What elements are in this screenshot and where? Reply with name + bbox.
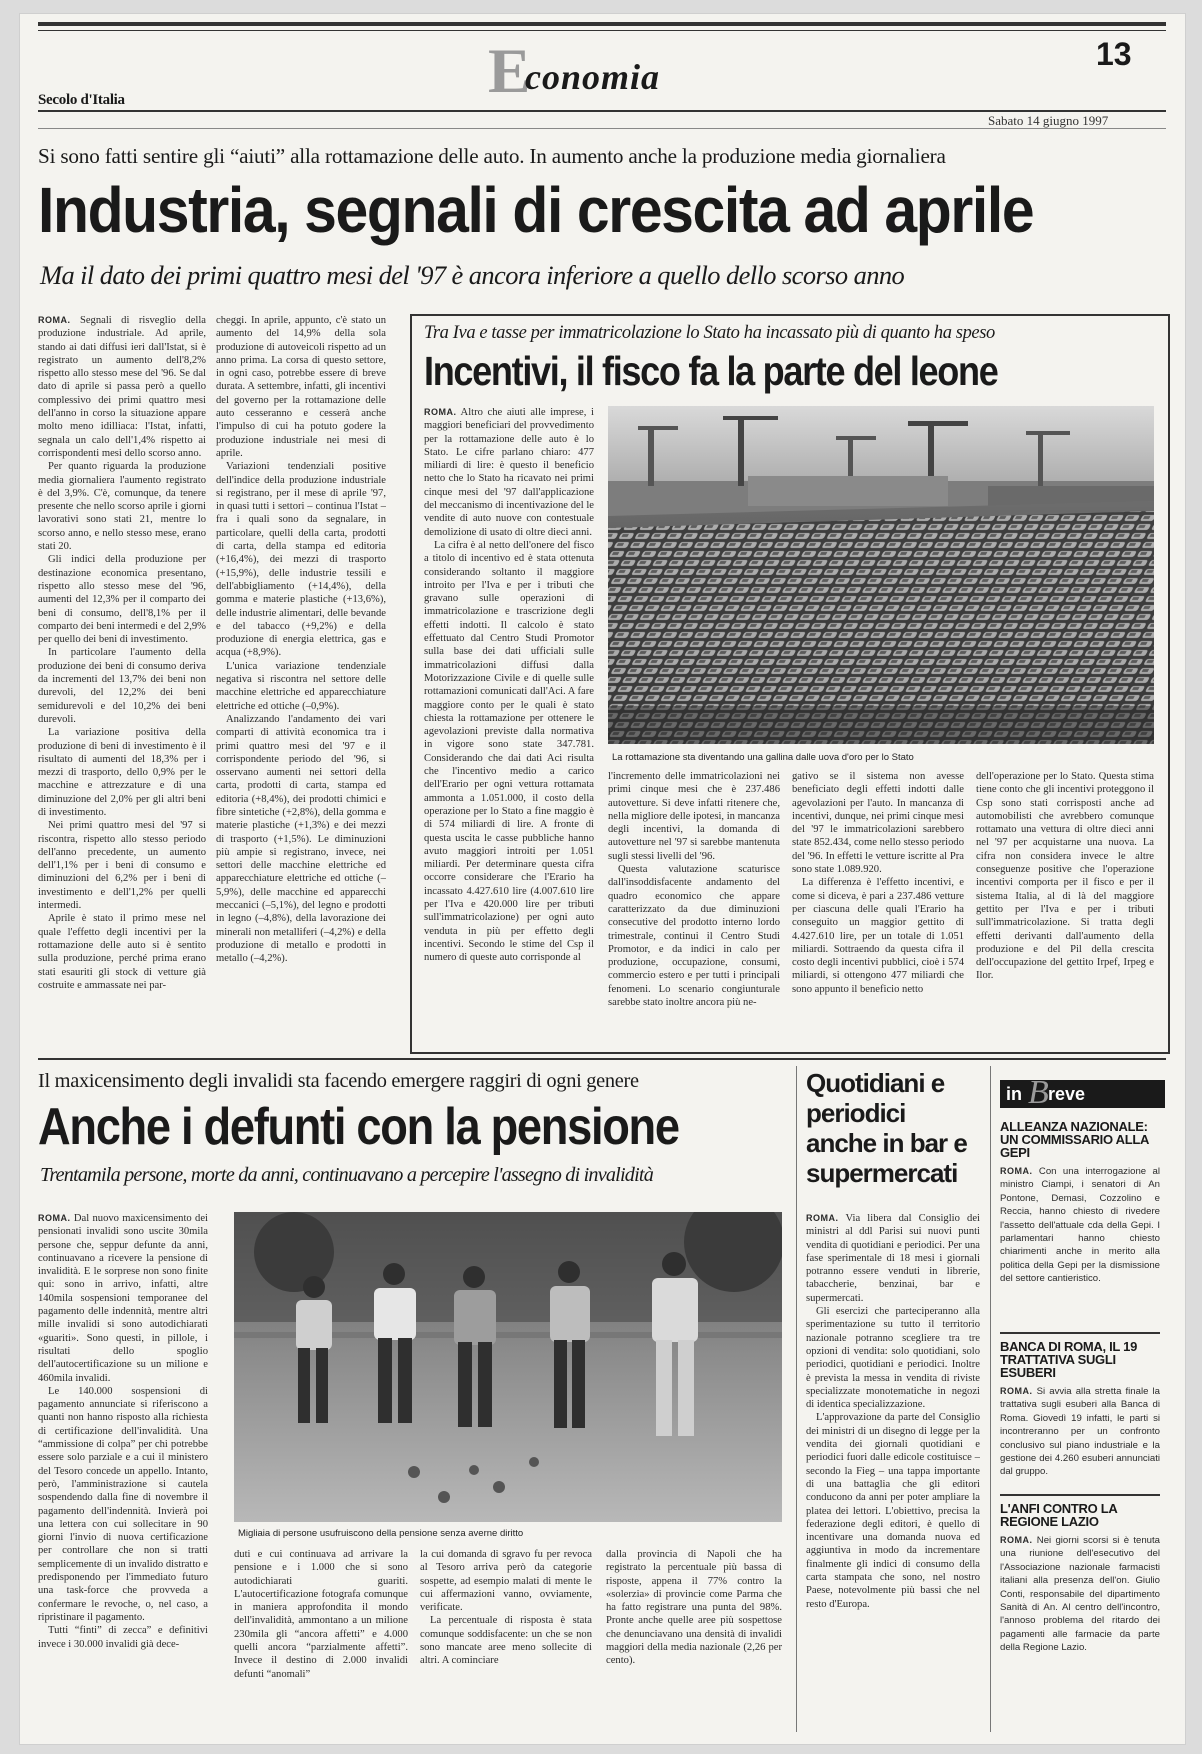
- lead-paragraph: Per quanto riguarda la produzione media giornaliera l'aumento registrato è del 3,9%. C'è, comunque, da tenere presente che nello scorso aprile i giorni lavorativi sono stati 21, mentre lo scorso anno, e nello stesso mese, erano stati 20.: [38, 461, 206, 553]
- brief-body: [1000, 1534, 1160, 1655]
- defunti-paragraph: Dal nuovo maxicensimento dei pensionati invalidi sono uscite 30mila persone che, seppur defunte da anni, continuavano a ricevere la pensione di invalidità. E le sorprese non sono finite qui: sono in arrivo, infatti, altre 140mila sospensioni temporanee del pagamento delle indennità, mentre altri mille invalidi si sono autodichiarati «guariti». Sono questi, in pillole, i risultati dello spoglio dell'autocertificazione su un milione e 460mila invalidi.: [38, 1213, 208, 1384]
- quotidiani-paragraph: Gli esercizi che parteciperanno alla sperimentazione su tutto il territorio nazionale potranno scegliere tra tre opzioni di vendita: solo quotidiani, solo periodici, quotidiani e periodici. Inoltre è prevista la messa in vendita di riviste specializzate monotematiche in negozi di identica specializzazione.: [806, 1306, 980, 1411]
- lead-paragraph: Segnali di risveglio della produzione industriale. Ad aprile, stando ai dati diffusi ieri dall'Istat, si è registrato un aumento dell'8,2% rispetto allo stesso mese del '96. Se dal dato di aprile si passa però a quello complessivo dei primi quattro mesi dell'anno in corso la situazione appare molto meno idilliaca: l'Istat, infatti, segnala un calo dell'1,4% rispetto ai corrispondenti mesi dello scorso anno.: [38, 315, 206, 459]
- incentivi-paragraph: dell'operazione per lo Stato. Questa stima tiene conto che gli incentivi proteggono il Csp sono stati corrisposti anche ad automobilisti che avrebbero comunque rottamato una vettura di oltre dieci anni nel '97 per acquistarne una nuova. La cifra non considera invece le altre conseguenze positive che l'operazione incentivi comporta per il fisco e per il sistema Italia, al di là del maggiore gettito per l'Iva e per i tributi sull'immatricolazione. Si tratta degli effetti derivanti dall'aumento della produzione e del Pil della crescita dell'occupazione del gettito Irpef, Irpeg e Ilor.: [976, 771, 1154, 982]
- defunti-dateline: ROMA.: [38, 1213, 71, 1223]
- incentivi-paragraph: l'incremento delle immatricolazioni nei primi cinque mesi che è 237.486 autovetture. Si deve infatti ritenere che, nella migliore delle ipotesi, in mancanza degli incentivi, la domanda di autovetture nel '97 si sarebbe mantenuta sugli stessi livelli del '96.: [608, 771, 780, 862]
- page-number: 13: [1096, 36, 1132, 72]
- brief-title: BANCA DI ROMA, IL 19 TRATTATIVA SUGLI ESUBERI: [1000, 1339, 1138, 1380]
- date-rule: [38, 128, 1166, 129]
- incentivi-column-3: [792, 770, 964, 1046]
- brief-body: [1000, 1385, 1160, 1479]
- column-rule: [796, 1066, 797, 1732]
- paper-name: Secolo d'Italia: [38, 92, 125, 108]
- lead-paragraph: In particolare l'aumento della produzione dei beni di consumo deriva da incrementi del 13,7% dei beni non durevoli, del 12,2% dei beni semidurevoli e del 10,2% dei beni durevoli.: [38, 647, 206, 725]
- lead-kicker: Si sono fatti sentire gli “aiuti” alla rottamazione delle auto. In aumento anche la produzione media giornaliera: [38, 144, 946, 168]
- lead-paragraph: Variazioni tendenziali positive dell'indice della produzione industriale si registrano, per il mese di aprile '97, in quasi tutti i settori – continua l'Istat – fra i quali sono da segnalare, in particolare, quelli della carta, prodotti di carta, della stampa ed editoria (+16,4%), dei mezzi di trasporto (+15,9%), delle industrie tessili e dell'abbigliamento (+14,4%), della gomma e materie plastiche (+13,6%), delle industrie alimentari, delle bevande e del tabacco (+9,2%) e della produzione di energia elettrica, gas e acqua (+8,9%).: [216, 461, 386, 659]
- brief-title: L'ANFI CONTRO LA REGIONE LAZIO: [1000, 1501, 1117, 1529]
- lead-headline: Industria, segnali di crescita ad aprile: [38, 174, 1034, 246]
- defunti-subhead: Trentamila persone, morte da anni, continuavano a percepire l'assegno di invalidità: [40, 1164, 654, 1186]
- lead-dateline: ROMA.: [38, 315, 71, 325]
- brief-item: [1000, 1340, 1160, 1479]
- masthead-rule: [38, 110, 1166, 112]
- quotidiani-dateline: ROMA.: [806, 1213, 839, 1223]
- section-divider: [38, 1058, 1166, 1060]
- brief-dateline: ROMA.: [1000, 1166, 1033, 1176]
- quotidiani-headline: Quotidiani e periodici anche in bar e supermercati: [806, 1068, 967, 1188]
- defunti-headline: Anche i defunti con la pensione: [38, 1098, 679, 1156]
- incentivi-paragraph: Questa valutazione scaturisce dall'insoddisfacente andamento del quadro economico che appare caratterizzato da due diminuzioni consecutive del prodotto interno lordo trimestrale, continui il Centro Studi Promotor, e da indici in calo per produzione, occupazione, consumi, commercio estero e per tutti i principali fenomeni. Lo scenario congiunturale sarebbe stato inoltre ancora più ne-: [608, 864, 780, 1009]
- car-lot-photo: [608, 406, 1154, 744]
- lead-paragraph: cheggi. In aprile, appunto, c'è stato un aumento del 14,9% della sola produzione di autoveicoli rispetto ad un anno prima. La corsa di questo settore, in ogni caso, potrebbe essere di breve durata. A settembre, infatti, gli incentivi del governo per la rottamazione delle auto cesseranno e cesserà anche l'impulso di cui ha potuto godere la produzione industriale nei mesi di aprile.: [216, 315, 386, 459]
- incentivi-paragraph: gativo se il sistema non avesse beneficiato degli effetti indotti dalle agevolazioni per l'auto. In mancanza di incentivi, dunque, nei primi cinque mesi del '97 le immatricolazioni sarebbero state 852.434, come nello stesso periodo del '96. In effetti le vetture iscritte al Pra sono state 1.089.920.: [792, 771, 964, 876]
- quotidiani-paragraph: Via libera dal Consiglio dei ministri al ddl Parisi sui nuovi punti vendita di quotidiani e periodici. Per una fase sperimentale di 18 mesi i giornali potranno essere venduti in librerie, tabaccherie, benzinai, bar e supermercati.: [806, 1213, 980, 1304]
- lead-column-2: [216, 314, 386, 1042]
- defunti-paragraph: dalla provincia di Napoli che ha registrato la percentuale più bassa di risposte, appena il 77% contro la «solerzia» di provincie come Parma che ha fatto registrare una punta del 98%. Pronte anche quelle aree più sospettose che denunciavano una densità di invalidi maggiori della media nazionale (2,26 per cento).: [606, 1549, 782, 1667]
- brief-dateline: ROMA.: [1000, 1386, 1033, 1396]
- issue-date: Sabato 14 giugno 1997: [988, 113, 1109, 128]
- brief-item: [1000, 1120, 1160, 1286]
- car-lot-illustration: [608, 406, 1154, 744]
- defunti-paragraph: Le 140.000 sospensioni di pagamento annunciate si riferiscono a quanti non hanno risposto alla richiesta di certificazione dell'invalidità. Una “ammissione di colpa” per chi potrebbe essere solo parziale e a cui il ministero del Tesoro concede un appello. Intanto, però, l'amministrazione si cautela sospendendo dalla fine di novembre il pagamento dell'indennità. Invierà poi una lettera con cui sollecitare in 90 giorni l'invio di nuova certificazione per controllare che non si tratti semplicemente di un invalido distratto e predisponendo per l'immediato futuro una task-force che provveda a confermare le revoche, o, nel caso, a ripristinare il pagamento.: [38, 1385, 208, 1623]
- bocce-players-photo: [234, 1212, 782, 1522]
- brief-title: ALLEANZA NAZIONALE: UN COMMISSARIO ALLA GEPI: [1000, 1119, 1149, 1160]
- quotidiani-paragraph: L'approvazione da parte del Consiglio dei ministri di un disegno di legge per la vendita dei giornali quotidiani e periodici fuori dalle edicole costituisce – secondo la Fieg – una tappa importante di una battaglia che gli editori conducono da anni per poter ampliare la platea dei lettori. L'obiettivo, precisa la federazione degli editori, è quello di incentivare una domanda nuova ed aggiuntiva in modo da incrementare finalmente gli indici di consumo della carta stampata che sono, nel nostro Paese, notevolmente più bassi che nel resto d'Europa.: [806, 1412, 980, 1610]
- defunti-column-3: [420, 1548, 592, 1732]
- defunti-column-1: [38, 1212, 208, 1732]
- top-rule: [38, 22, 1166, 26]
- defunti-kicker: Il maxicensimento degli invalidi sta facendo emergere raggiri di ogni genere: [38, 1070, 639, 1092]
- defunti-paragraph: La percentuale di risposta è stata comunque soddisfacente: un che se non sono mancate aree meno sollecite di altri. A cominciare: [420, 1615, 592, 1667]
- brief-body: [1000, 1165, 1160, 1286]
- lead-paragraph: Gli indici della produzione per destinazione economica presentano, rispetto allo stesso mese del '96, aumenti del 12,3% per il comparto dei beni di consumo, dell'8,1% per il comparto dei beni intermedi e del 2,9% per quello dei beni di investimento.: [38, 554, 206, 646]
- incentivi-paragraph: La differenza è l'effetto incentivi, e come si diceva, è pari a 237.486 vetture per ciascuna delle quali l'Erario ha conseguito un maggior gettito di 4.427.610 lire, per un totale di 1.051 miliardi. Sottraendo da questa cifra il costo degli incentivi pubblici, cioè i 574 miliardi, si ottengono 477 miliardi che sono appunto il beneficio netto: [792, 877, 964, 995]
- incentivi-column-1: [424, 406, 594, 1046]
- defunti-paragraph: Tutti “finti” di zecca” e definitivi invece i 30.000 invalidi già dece-: [38, 1625, 208, 1650]
- newspaper-page: [20, 14, 1185, 1744]
- incentivi-column-2: [608, 770, 780, 1046]
- defunti-paragraph: la cui domanda di sgravo fu per revoca al Tesoro arriva però da categorie sospette, ad esempio malati di mente le cui affermazioni vanno, ovviamente, verificate.: [420, 1549, 592, 1614]
- brief-item: [1000, 1502, 1160, 1655]
- lead-paragraph: L'unica variazione tendenziale negativa si riscontra nel settore delle macchine elettriche ed apparecchiature elettriche ed ottiche (–0,9%).: [216, 660, 386, 712]
- incentivi-paragraph: Altro che aiuti alle imprese, i maggiori beneficiari del provvedimento per la rottamazione delle auto è lo Stato. Le cifre parlano chiaro: 477 miliardi di lire: è questo il beneficio netto che lo Stato ha ricavato nei primi cinque mesi del '97 dall'applicazione del meccanismo di incentivazione del le vendite di auto nuove con contestuale demolizione di usato di oltre dieci anni.: [424, 407, 594, 538]
- incentivi-column-4: [976, 770, 1154, 1046]
- lead-paragraph: Nei primi quattro mesi del '97 si riscontra, rispetto allo stesso periodo dell'anno precedente, un aumento dell'1,1% per i beni di consumo e diminuzioni del 6,2% per i beni di investimento e dell'1,2% per quelli intermedi.: [38, 820, 206, 912]
- brief-divider: [1000, 1494, 1160, 1496]
- bocce-players-illustration: [234, 1212, 782, 1522]
- lead-paragraph: Aprile è stato il primo mese nel quale l'effetto degli incentivi per la rottamazione delle auto si è sentito sulla produzione, perché prima erano stati esauriti gli stock di vetture già costruite e ammassate nei par-: [38, 913, 206, 991]
- lead-paragraph: Analizzando l'andamento dei vari comparti di attività economica tra i primi quattro mesi del '97 e il corrispondente periodo del '96, si osservano aumenti nei settori della carta, prodotti di carta, stampa ed editoria (+8,4%), dei prodotti chimici e fibre sintetiche (+2,8%), della gomma e materie plastiche (+1,3%) e dei mezzi di trasporto (+1,5%). Le diminuzioni più ampie si registrano, invece, nei settori delle macchine elettriche ed apparecchiature elettriche ed ottiche (–5,9%), delle macchine ed apparecchi meccanici (–5,1%), del legno e prodotti in legno (–4,8%), della lavorazione dei minerali non metalliferi (–4,2%) e della produzione di metallo e prodotti in metallo (–4,2%).: [216, 713, 386, 965]
- defunti-column-2: [234, 1548, 408, 1732]
- lead-column-1: [38, 314, 206, 1042]
- inbreve-banner: [1000, 1074, 1165, 1111]
- incentivi-kicker: Tra Iva e tasse per immatricolazione lo Stato ha incassato più di quanto ha speso: [424, 323, 995, 343]
- inbreve-label-rest: reve: [1048, 1084, 1086, 1104]
- column-rule: [990, 1066, 991, 1732]
- inbreve-label-in: in: [1006, 1084, 1022, 1104]
- lead-subhead: Ma il dato dei primi quattro mesi del '97 è ancora inferiore a quello dello scorso anno: [40, 260, 905, 290]
- defunti-column-4: [606, 1548, 782, 1732]
- brief-text: Si avvia alla stretta finale la trattativa sugli esuberi alla Banca di Roma. Giovedì 19 infatti, le parti si incontreranno per un confronto conclusivo sul piano industriale e la gestione dei 4.260 esuberi annunciati dal gruppo.: [1000, 1386, 1161, 1478]
- inbreve-label-initial: B: [1028, 1074, 1049, 1111]
- top-rule-thin: [38, 30, 1166, 31]
- incentivi-photo-caption: La rottamazione sta diventando una gallina dalle uova d'oro per lo Stato: [612, 752, 914, 763]
- section-initial: E: [488, 35, 531, 106]
- brief-text: Con una interrogazione al ministro Ciampi, i senatori di An Pontone, Demasi, Cozzolino e Reccia, hanno chiesto di rivedere l'assetto dell'attuale cda della Gepi. I parlamentari hanno chiesto chiarimenti anche in merito alla politica della Gepi per la dismissione del settore cantieristico.: [1000, 1166, 1160, 1285]
- lead-paragraph: La variazione positiva della produzione di beni di investimento è il risultato di aumenti del 18,3% per i mezzi di trasporto, dello 0,9% per le macchine e attrezzature e di una diminuzione del 2,0% per gli altri beni di investimento.: [38, 727, 206, 818]
- defunti-photo-caption: Migliaia di persone usufruiscono della pensione senza averne diritto: [238, 1528, 524, 1539]
- brief-divider: [1000, 1332, 1160, 1334]
- section-title: conomia: [525, 57, 661, 97]
- incentivi-dateline: ROMA.: [424, 407, 457, 417]
- incentivi-headline: Incentivi, il fisco fa la parte del leone: [424, 348, 998, 394]
- brief-text: Nei giorni scorsi si è tenuta una riunione dell'esecutivo del l'Associazione nazionale farmacisti italiani alla presenza dell'on. Giulio Conti, responsabile del dipartimento Sanità di An. Al centro dell'incontro, l'annoso problema del ritardo dei pagamenti alle farmacie da parte della Regione Lazio.: [1000, 1535, 1160, 1654]
- incentivi-paragraph: La cifra è al netto dell'onere del fisco a titolo di incentivo ed è stata ottenuta considerando soltanto il maggiore introito per l'Iva e per i tributi che gravano sulle operazioni di immatricolazione e trascrizione degli effetti indotti. Il calcolo è stato effettuato dal Centro Studi Promotor sulla base dei dati ufficiali sulle immatricolazioni diffusi dalla Motorizzazione Civile e di quelle sulle rottamazioni comunicati dall'Aci. A fare maggiore conto per le quali è stato chiesta la rottamazione per ottenere le agevolazioni previste dalla normativa in vigore sono state 347.781. Considerando che dai dati Aci risulta che l'incentivo medio a carico dell'Erario per ogni vettura rottamata ammonta a 1.051.000, il costo della operazione per lo Stato a fine maggio è di 574 miliardi di lire. A fronte di questa uscita le casse pubbliche hanno avuto maggiori introiti per 1.051 miliardi. Per determinare questa cifra occorre considerare che l'Erario ha incassato 4.427.610 lire (4.007.610 lire per l'Iva e 420.000 lire per tributi sull'immatricolazione) per ogni auto venduta in più per effetto degli incentivi. Secondo le stime del Csp il numero di queste auto corrisponde al: [424, 539, 594, 964]
- brief-dateline: ROMA.: [1000, 1535, 1033, 1545]
- quotidiani-column: [806, 1212, 980, 1732]
- defunti-paragraph: duti e cui continuava ad arrivare la pensione e i 1.000 che si sono autodichiarati guariti. L'autocertificazione fotografa comunque in maniera approfondita il mondo dell'invalidità, ammontano a un milione 230mila gli “ancora affetti” e 4.000 quelli ancora “parzialmente affetti”. Invece il destino di 2.000 invalidi defunti “anomali”: [234, 1549, 408, 1680]
